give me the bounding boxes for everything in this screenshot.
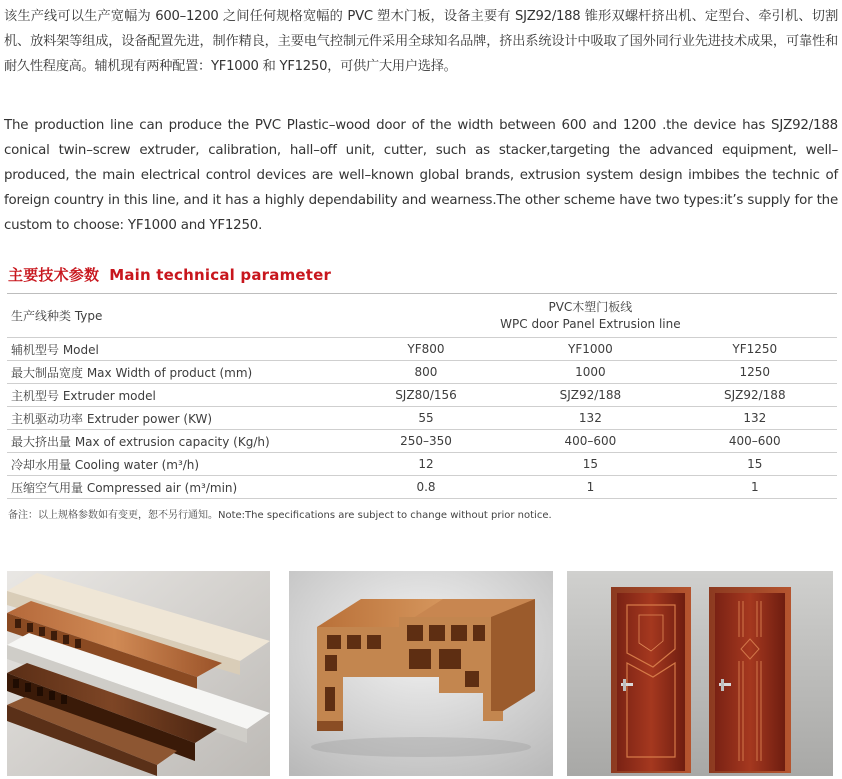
english-description: The production line can produce the PVC Plastic–wood door of the width between 600 and 1200 .the device has SJZ92/188 conical twin–screw extruder, calibration, hall–off unit, cutter, such as stacker,targeting the advanced equipment, well–produced, the main electrical control devices are well–known global brands, extrusion system design imbibes the technic of foreign country in this line, and it has a highly dependability and wearness.The other scheme have two types:it’s supply for the custom to choose: YF1000 and YF1250. <box>4 118 838 233</box>
spec-note: 备注：以上规格参数如有变更，恕不另行通知。Note:The specifications are subject to change without prior notice. <box>8 510 552 521</box>
table-cell: 55 <box>344 407 508 430</box>
row-label: 辅机型号 Model <box>7 338 344 361</box>
product-photo-doors <box>567 571 833 776</box>
table-cell: 15 <box>673 453 837 476</box>
table-cell: 800 <box>344 361 508 384</box>
table-cell: SJZ92/188 <box>673 384 837 407</box>
doors-illustration <box>567 571 833 776</box>
chinese-description: 该生产线可以生产宽幅为 600–1200 之间任何规格宽幅的 PVC 塑木门板，设备主要有 SJZ92/188 锥形双螺杆挤出机、定型台、牵引机、切割机、放料架等组成，设备配置先进，制作精良，主要电气控制元件采用全球知名品牌，挤出系统设计中吸取了国外同行业先进技术成果，可靠性和耐久性程度高。辅机现有两种配置：YF1000 和 YF1250，可供广大用户选择。 <box>4 9 838 74</box>
table-cell: YF1250 <box>673 338 837 361</box>
table-cell: 0.8 <box>344 476 508 499</box>
table-cell: 12 <box>344 453 508 476</box>
table-cell: SJZ92/188 <box>508 384 672 407</box>
table-cell: 1000 <box>508 361 672 384</box>
spec-title-en: Main technical parameter <box>109 266 332 284</box>
row-label-type: 生产线种类 Type <box>7 294 344 338</box>
row-label: 主机驱动功率 Extruder power (KW) <box>7 407 344 430</box>
product-photo-frame <box>289 571 553 776</box>
table-cell: SJZ80/156 <box>344 384 508 407</box>
table-row <box>7 407 837 430</box>
type-value-cn: PVC木塑门板线 <box>548 299 633 314</box>
table-cell: 1250 <box>673 361 837 384</box>
row-label: 压缩空气用量 Compressed air (m³/min) <box>7 476 344 499</box>
spec-title-cn: 主要技术参数 <box>8 266 100 284</box>
table-cell: 400–600 <box>508 430 672 453</box>
table-cell: YF800 <box>344 338 508 361</box>
spec-section-title <box>8 264 331 285</box>
table-cell: 132 <box>508 407 672 430</box>
table-row <box>7 384 837 407</box>
type-value <box>344 294 837 338</box>
table-cell: 400–600 <box>673 430 837 453</box>
product-photo-planks <box>7 571 270 776</box>
table-cell: 15 <box>508 453 672 476</box>
table-cell: 132 <box>673 407 837 430</box>
row-label: 主机型号 Extruder model <box>7 384 344 407</box>
table-row <box>7 338 837 361</box>
table-cell: YF1000 <box>508 338 672 361</box>
table-cell: 250–350 <box>344 430 508 453</box>
row-label: 最大挤出量 Max of extrusion capacity (Kg/h) <box>7 430 344 453</box>
table-row <box>7 294 837 338</box>
row-label: 最大制品宽度 Max Width of product (mm) <box>7 361 344 384</box>
row-label: 冷却水用量 Cooling water (m³/h) <box>7 453 344 476</box>
table-row <box>7 361 837 384</box>
table-cell: 1 <box>673 476 837 499</box>
type-value-en: WPC door Panel Extrusion line <box>500 316 681 331</box>
frame-profile-illustration <box>289 571 553 776</box>
table-cell: 1 <box>508 476 672 499</box>
table-row <box>7 430 837 453</box>
planks-illustration <box>7 571 270 776</box>
spec-table <box>7 293 837 499</box>
table-row <box>7 476 837 499</box>
table-row <box>7 453 837 476</box>
